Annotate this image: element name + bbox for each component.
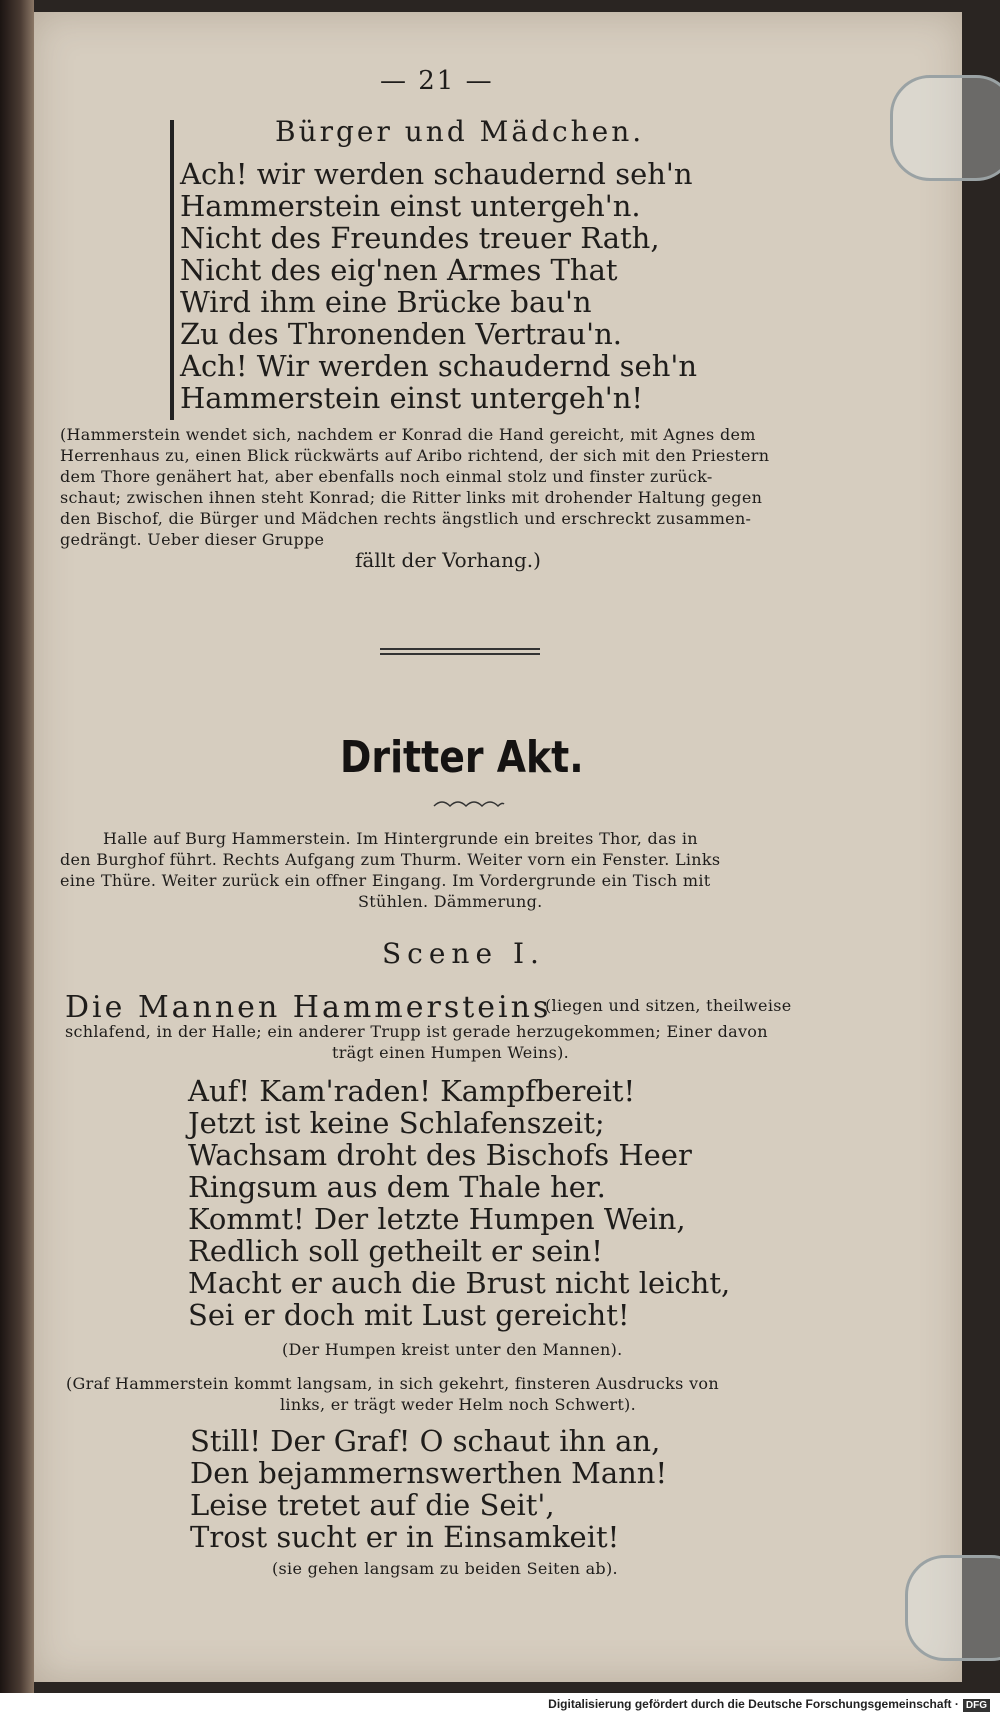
chorus-line: Nicht des Freundes treuer Rath,: [180, 221, 660, 255]
stage-direction: (Der Humpen kreist unter den Mannen).: [282, 1340, 623, 1359]
chorus-bracket: [170, 120, 174, 420]
stage-direction: (Graf Hammerstein kommt langsam, in sich gekehrt, finsteren Ausdrucks von: [66, 1374, 719, 1393]
stage-direction: (sie gehen langsam zu beiden Seiten ab).: [272, 1559, 618, 1578]
stage-direction-line: dem Thore genähert hat, aber ebenfalls noch einmal stolz und finster zurück-: [60, 467, 713, 486]
page-clip: [890, 75, 1000, 181]
section-rule: [380, 653, 540, 655]
song-line: Leise tretet auf die Seit',: [190, 1488, 555, 1522]
song-line: Wachsam droht des Bischofs Heer: [188, 1138, 692, 1172]
stage-direction-line: schaut; zwischen ihnen steht Konrad; die Ritter links mit drohender Haltung gegen: [60, 488, 763, 507]
chorus-line: Zu des Thronenden Vertrau'n.: [180, 317, 623, 351]
chorus-heading: Bürger und Mädchen.: [275, 115, 645, 148]
setting-line: Halle auf Burg Hammerstein. Im Hintergrunde ein breites Thor, das in: [103, 829, 698, 848]
speaker-direction: (liegen und sitzen, theilweise: [545, 996, 792, 1015]
setting-line: den Burghof führt. Rechts Aufgang zum Thurm. Weiter vorn ein Fenster. Links: [60, 850, 721, 869]
page-number: — 21 —: [380, 66, 494, 96]
act-title: Dritter Akt.: [340, 732, 584, 783]
speaker-name: Die Mannen Hammersteins: [65, 990, 552, 1025]
footer-credit: [548, 1697, 990, 1712]
stage-direction-line: den Bischof, die Bürger und Mädchen rechts ängstlich und erschreckt zusammen-: [60, 509, 752, 528]
chorus-line: Hammerstein einst untergeh'n!: [180, 381, 644, 415]
chorus-line: Hammerstein einst untergeh'n.: [180, 189, 641, 223]
song-line: Trost sucht er in Einsamkeit!: [190, 1520, 620, 1554]
chorus-line: Nicht des eig'nen Armes That: [180, 253, 618, 287]
section-rule: [380, 648, 540, 650]
setting-line: eine Thüre. Weiter zurück ein offner Eingang. Im Vordergrunde ein Tisch mit: [60, 871, 711, 890]
song-line: Redlich soll getheilt er sein!: [188, 1234, 603, 1268]
song-line: Still! Der Graf! O schaut ihn an,: [190, 1424, 661, 1458]
song-line: Auf! Kam'raden! Kampfbereit!: [188, 1074, 636, 1108]
stage-direction: links, er trägt weder Helm noch Schwert).: [280, 1395, 636, 1414]
song-line: Ringsum aus dem Thale her.: [188, 1170, 606, 1204]
chorus-line: Ach! Wir werden schaudernd seh'n: [180, 349, 698, 383]
scene-title: Scene I.: [382, 937, 545, 970]
setting-line: Stühlen. Dämmerung.: [358, 892, 543, 911]
song-line: Kommt! Der letzte Humpen Wein,: [188, 1202, 686, 1236]
chorus-line: Ach! wir werden schaudernd seh'n: [180, 157, 693, 191]
book-spine: [0, 0, 34, 1719]
stage-direction-line: (Hammerstein wendet sich, nachdem er Konrad die Hand gereicht, mit Agnes dem: [60, 425, 756, 444]
chorus-line: Wird ihm eine Brücke bau'n: [180, 285, 592, 319]
song-line: Macht er auch die Brust nicht leicht,: [188, 1266, 731, 1300]
page-clip: [905, 1555, 1000, 1661]
ornament-icon: [432, 798, 506, 810]
song-line: Jetzt ist keine Schlafenszeit;: [188, 1106, 605, 1140]
stage-direction-end: fällt der Vorhang.): [355, 548, 541, 572]
footer-text: Digitalisierung gefördert durch die Deutsche Forschungsgemeinschaft ·: [548, 1697, 959, 1711]
song-line: Den bejammernswerthen Mann!: [190, 1456, 668, 1490]
speaker-direction: trägt einen Humpen Weins).: [332, 1043, 570, 1062]
stage-direction-line: Herrenhaus zu, einen Blick rückwärts auf Aribo richtend, der sich mit den Priestern: [60, 446, 770, 465]
song-line: Sei er doch mit Lust gereicht!: [188, 1298, 630, 1332]
dfg-logo: DFG: [963, 1699, 990, 1712]
stage-direction-line: gedrängt. Ueber dieser Gruppe: [60, 530, 325, 549]
speaker-direction: schlafend, in der Halle; ein anderer Trupp ist gerade herzugekommen; Einer davon: [65, 1022, 768, 1041]
